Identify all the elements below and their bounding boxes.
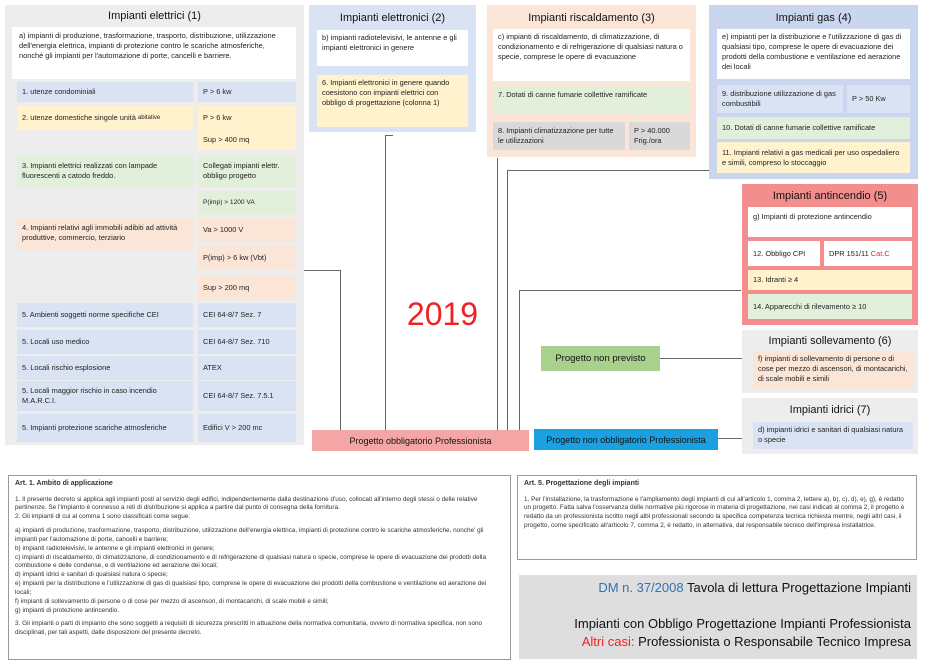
connector-line (385, 135, 386, 430)
row-lampade-value: Collegati impianti elettr. obbligo progetto (198, 155, 296, 187)
label-progetto-non-obbligatorio: Progetto non obbligatorio Professionista (534, 429, 718, 450)
dpr-label: DPR 151/11 (829, 248, 869, 258)
panel-title: Impianti riscaldamento (3) (528, 12, 655, 24)
row-marci-label: 5. Locali maggior rischio in caso incendio M.A.R.C.I. (17, 381, 193, 411)
row-climatizzazione-value: P > 40.000 Frig./ora (629, 122, 690, 150)
dm-reference: DM n. 37/2008 (598, 580, 684, 595)
panel-impianti-sollevamento (742, 330, 918, 393)
row-esplosione-label: 5. Locali rischio esplosione (17, 356, 193, 380)
summary-title (519, 579, 911, 597)
idrici-description: d) impianti idrici e sanitari di qualsiasi natura o specie (753, 422, 913, 449)
row-gas-combustibili-value: P > 50 Kw (847, 85, 910, 113)
cat-c-label: Cat.C (870, 248, 890, 258)
altri-casi-label: Altri casi: (581, 634, 635, 649)
connector-line (660, 358, 742, 359)
summary-title-text: Tavola di lettura Progettazione Impianti (683, 580, 911, 595)
elettronici-description: b) impianti radiotelevisivi, le antenne e gli impianti elettronici in genere (317, 30, 468, 66)
gas-description: e) impianti per la distribuzione e l'utilizzazione di gas di qualsiasi tipo, comprese le opere di evacuazione dei prodotti della combustione e ventilazione ed aerazione dei locali (717, 29, 910, 79)
row-obbligo-cpi-label: 12. Obbligo CPI (748, 241, 820, 266)
connector-line (507, 170, 717, 171)
connector-line (340, 270, 341, 430)
row-gas-canne-fumarie: 10. Dotati di canne fumarie collettive ramificate (717, 117, 910, 139)
row-idranti: 13. Idranti ≥ 4 (748, 270, 912, 290)
riscaldamento-description: c) impianti di riscaldamento, di climatizzazione, di condizionamento e di refrigerazione di qualsiasi natura o specie, comprese le opere di evacuazione (493, 29, 690, 81)
panel-impianti-idrici (742, 398, 918, 454)
panel-impianti-antincendio (742, 184, 918, 325)
label-progetto-non-previsto: Progetto non previsto (541, 346, 660, 371)
summary-box (519, 575, 917, 659)
panel-title: Impianti idrici (7) (789, 404, 871, 416)
year-label: 2019 (406, 296, 479, 332)
connector-line (718, 438, 742, 439)
row-obbligo-cpi-value (824, 241, 912, 266)
antincendio-description: g) Impianti di protezione antincendio (748, 207, 912, 237)
sollevamento-description: f) impianti di sollevamento di persone o di cose per mezzo di ascensori, di montacarichi, di scale mobili e simili (753, 351, 913, 389)
row-canne-fumarie: 7. Dotati di canne fumarie collettive ramificate (493, 85, 690, 114)
article-5-title: Art. 5. Progettazione degli impianti (524, 480, 640, 487)
row-attivita-produttive-value2: P(imp) > 6 kw (Vbt) (198, 246, 296, 270)
connector-line (519, 290, 741, 291)
article-1-paragraph-1: 1. Il presente decreto si applica agli impianti posti al servizio degli edifici, indipendentemente dalla destinazione d'uso, collocati all'interno degli stessi o delle relative pertinenze. Se l'impianto è connesso a reti di distribuzione si applica a partire dal punto di consegna della fornitura. 2. Gli impianti di cui al comma 1 sono classificati come segue: (15, 495, 478, 521)
row-utenze-condominiali-label: 1. utenze condominiali (17, 82, 193, 102)
panel-impianti-elettrici (5, 5, 304, 445)
row-marci-value: CEI 64-8/7 Sez. 7.5.1 (198, 381, 296, 411)
panel-title: Impianti sollevamento (6) (768, 335, 892, 347)
row-lampade-value2: P(imp) > 1200 VA (198, 191, 296, 215)
panel-title: Impianti gas (4) (775, 12, 852, 24)
utenze-domestiche-small: abitative (137, 114, 161, 121)
article-1-paragraph-2: a) impianti di produzione, trasformazione, trasporto, distribuzione, utilizzazione dell'energia elettrica, impianti di protezione contro le scariche atmosferiche, nonche' gli impianti per l'automazione di porte, cancelli e barriere; b) impianti radiotelevisivi, le antenne e gli impianti elettronici in genere; c) impianti di riscaldamento, di climatizzazione, di condizionamento e di refrigerazione di qualsiasi natura o specie, comprese le opere di evacuazione dei prodotti della combustione e delle condense, e di ventilazione ed aerazione dei locali; d) impianti idrici e sanitari di qualsiasi natura o specie; e) impianti per la distribuzione e l'utilizzazione di gas di qualsiasi tipo, comprese le opere di evacuazione dei prodotti della combustione e ventilazione ed aerazione dei locali; f) impianti di sollevamento di persone o di cose per mezzo di ascensori, di montacarichi, di scale mobili e simili; g) impianti di protezione antincendio. (15, 527, 487, 614)
row-uso-medico-label: 5. Locali uso medico (17, 330, 193, 354)
row-cei-label: 5. Ambienti soggetti norme specifiche CEI (17, 303, 193, 327)
article-1-note (8, 475, 511, 660)
row-attivita-produttive-label: 4. Impianti relativi agli immobili adibiti ad attività produttive, commercio, terziario (17, 218, 193, 250)
row-cei-value: CEI 64-8/7 Sez. 7 (198, 303, 296, 327)
label-progetto-obbligatorio: Progetto obbligatorio Professionista (312, 430, 529, 451)
row-utenze-domestiche-value: P > 6 kw (198, 106, 296, 130)
article-5-note (517, 475, 917, 560)
row-utenze-condominiali-value: P > 6 kw (198, 82, 296, 102)
utenze-domestiche-text: 2. utenze domestiche singole unità (22, 113, 136, 122)
row-elettronici-genere: 6. Impianti elettronici in genere quando coesistono con impianti elettrici con obbligo di progettazione (colonna 1) (317, 75, 468, 127)
connector-line (497, 158, 498, 430)
connector-line (300, 270, 341, 271)
row-attivita-produttive-value3: Sup > 200 mq (198, 276, 296, 300)
panel-title: Impianti antincendio (5) (772, 190, 888, 202)
row-uso-medico-value: CEI 64-8/7 Sez. 710 (198, 330, 296, 354)
row-lampade-label: 3. Impianti elettrici realizzati con lampade fluorescenti a catodo freddo. (17, 155, 193, 187)
row-utenze-domestiche-value2: Sup > 400 mq (198, 129, 296, 150)
row-attivita-produttive-value: Va > 1000 V (198, 218, 296, 242)
panel-impianti-gas (709, 5, 918, 179)
row-apparecchi-rilevamento: 14. Apparecchi di rilevamento ≥ 10 (748, 294, 912, 319)
panel-impianti-riscaldamento (487, 5, 696, 157)
summary-line-3-text: Professionista o Responsabile Tecnico Impresa (634, 634, 911, 649)
summary-line-2: Impianti con Obbligo Progettazione Impianti Professionista (574, 616, 911, 631)
panel-impianti-elettronici (309, 5, 476, 132)
connector-line (519, 290, 520, 430)
panel-title: Impianti elettronici (2) (339, 12, 446, 24)
summary-line-3 (519, 633, 911, 651)
article-5-paragraph-1: 1. Per l'installazione, la trasformazione e l'ampliamento degli impianti di cui all'articolo 1, comma 2, lettere a), b), c), d), e), g), è redatto un progetto. Fatta salva l'osservanza delle normative più rigorose in materia di progettazione, nei casi indicati al comma 2, il progetto è redatto da un professionista iscritto negli albi professionali secondo la specifica competenza tecnica richiesta mentre, negli altri casi, il progetto, come specificato all'articolo 7, comma 2, è redatto, in alternativa, dal responsabile tecnico dell'impresa installatrice. (524, 495, 905, 530)
article-1-title: Art. 1. Ambito di applicazione (15, 480, 113, 487)
row-gas-medicali: 11. Impianti relativi a gas medicali per uso ospedaliero e simili, compreso lo stoccaggio (717, 142, 910, 173)
article-1-paragraph-3: 3. Gli impianti o parti di impianto che sono soggetti a requisiti di sicurezza prescritti in attuazione della normativa comunitaria, ovvero di normativa specifica, non sono disciplinati, per tali aspetti, dalle disposizioni del presente decreto. (15, 620, 483, 637)
row-scariche-label: 5. Impianti protezione scariche atmosferiche (17, 414, 193, 442)
connector-line (385, 135, 393, 136)
connector-line (507, 170, 508, 430)
row-esplosione-value: ATEX (198, 356, 296, 380)
panel-title: Impianti elettrici (1) (108, 10, 201, 22)
row-gas-combustibili-label: 9. distribuzione utilizzazione di gas combustibili (717, 85, 843, 113)
row-scariche-value: Edifici V > 200 mc (198, 414, 296, 442)
elettrici-description: a) impianti di produzione, trasformazione, trasporto, distribuzione, utilizzazione dell'energia elettrica, impianti di protezione contro le scariche atmosferiche, nonché gli impianti per l'automazione di porte, cancelli e barriere. (12, 27, 296, 79)
row-climatizzazione-label: 8. Impianti climatizzazione per tutte le utilizzazioni (493, 122, 625, 150)
row-utenze-domestiche-label (17, 106, 193, 130)
